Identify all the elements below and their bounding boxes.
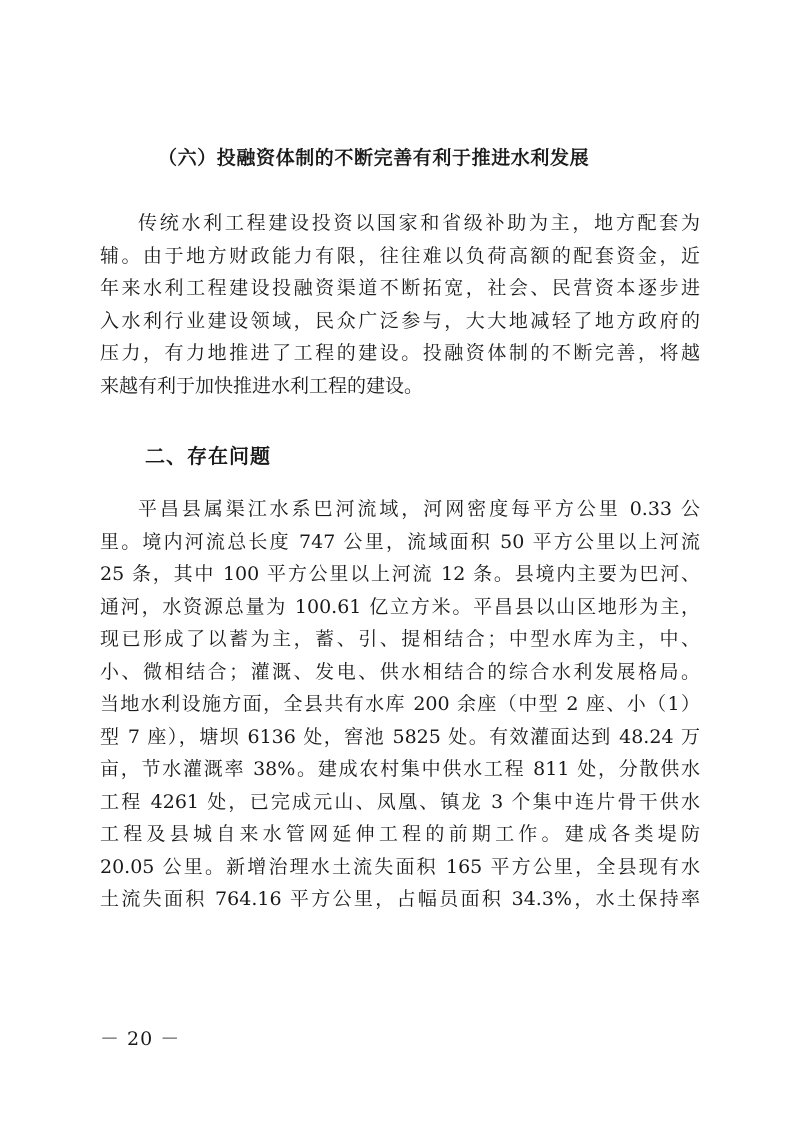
paragraph-line: 25 条，其中 100 平方公里以上河流 12 条。县境内主要为巴河、 xyxy=(100,563,700,585)
paragraph-line: 型 7 座），塘坝 6136 处，窖池 5825 处。有效灌面达到 48.24 万 xyxy=(100,725,700,748)
paragraph-line: 工程 4261 处，已完成元山、凤凰、镇龙 3 个集中连片骨干供水 xyxy=(100,790,700,813)
paragraph-line: 来越有利于加快推进水利工程的建设。 xyxy=(100,374,424,397)
paragraph-line: 平昌县属渠江水系巴河流域，河网密度每平方公里 0.33 公 xyxy=(138,498,700,520)
paragraph-line: 通河，水资源总量为 100.61 亿立方米。平昌县以山区地形为主， xyxy=(100,595,700,618)
paragraph-line: 亩，节水灌溉率 38%。建成农村集中供水工程 811 处，分散供水 xyxy=(100,758,700,780)
paragraph-line: 压力，有力地推进了工程的建设。投融资体制的不断完善，将越 xyxy=(100,342,700,364)
paragraph-line: 入水利行业建设领域，民众广泛参与，大大地减轻了地方政府的 xyxy=(100,309,700,332)
paragraph-line: 年来水利工程建设投融资渠道不断拓宽，社会、民营资本逐步进 xyxy=(100,277,700,299)
paragraph-line: 土流失面积 764.16 平方公里，占幅员面积 34.3%，水土保持率 xyxy=(100,888,700,910)
section-heading: （六）投融资体制的不断完善有利于推进水利发展 xyxy=(158,147,590,169)
chapter-heading: 二、存在问题 xyxy=(145,444,271,468)
paragraph-line: 传统水利工程建设投资以国家和省级补助为主，地方配套为 xyxy=(138,212,700,234)
paragraph-line: 里。境内河流总长度 747 公里，流域面积 50 平方公里以上河流 xyxy=(100,530,700,553)
paragraph-existing-issues xyxy=(100,493,700,916)
page-number: － 20 － xyxy=(100,1028,181,1050)
paragraph-line: 20.05 公里。新增治理水土流失面积 165 平方公里，全县现有水 xyxy=(100,855,700,878)
paragraph-line: 当地水利设施方面，全县共有水库 200 余座（中型 2 座、小（1） xyxy=(100,693,700,715)
paragraph-line: 小、微相结合；灌溉、发电、供水相结合的综合水利发展格局。 xyxy=(100,660,700,683)
paragraph-line: 现已形成了以蓄为主，蓄、引、提相结合；中型水库为主，中、 xyxy=(100,628,700,650)
paragraph-line: 工程及县城自来水管网延伸工程的前期工作。建成各类堤防 xyxy=(100,823,700,845)
paragraph-financing xyxy=(100,207,700,402)
paragraph-line: 辅。由于地方财政能力有限，往往难以负荷高额的配套资金，近 xyxy=(100,244,700,267)
